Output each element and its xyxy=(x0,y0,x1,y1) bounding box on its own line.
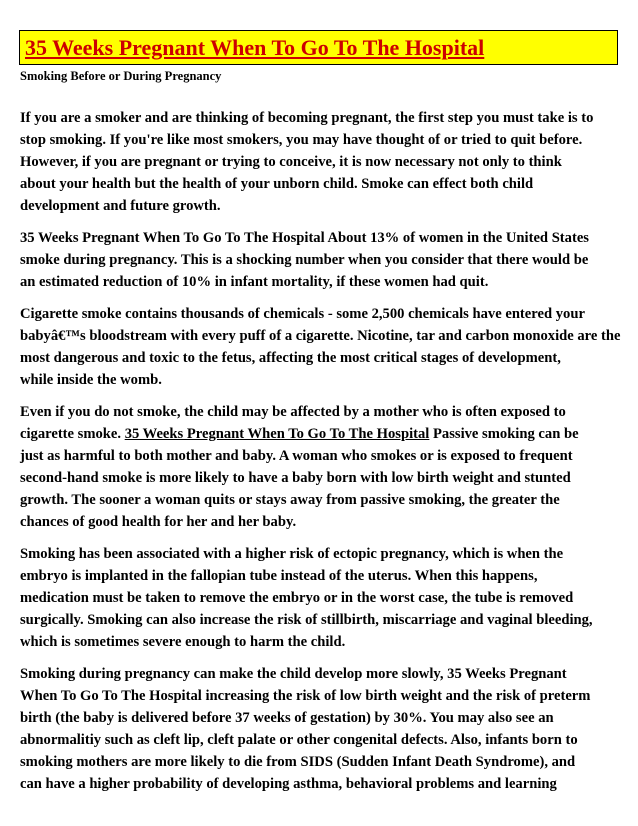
title-banner xyxy=(19,30,618,65)
inline-title-link[interactable]: 35 Weeks Pregnant When To Go To The Hospital xyxy=(124,426,430,442)
text-line: 35 Weeks Pregnant When To Go To The Hospital About 13% of women in the United States xyxy=(20,230,589,246)
body-text xyxy=(20,107,638,805)
text-line: an estimated reduction of 10% in infant mortality, if these women had quit. xyxy=(20,274,489,290)
text-line: abnormalitiy such as cleft lip, cleft palate or other congenital defects. Also, infants born to xyxy=(20,732,578,748)
text-line: Smoking during pregnancy can make the child develop more slowly, 35 Weeks Pregnant xyxy=(20,666,567,682)
paragraph-6 xyxy=(20,663,638,795)
text-line: can have a higher probability of developing asthma, behavioral problems and learning xyxy=(20,776,557,792)
paragraph-1 xyxy=(20,107,638,217)
text-line: chances of good health for her and her baby. xyxy=(20,514,297,530)
paragraph-2 xyxy=(20,227,638,293)
text-line: If you are a smoker and are thinking of becoming pregnant, the first step you must take is to xyxy=(20,110,594,126)
text-line: while inside the womb. xyxy=(20,372,162,388)
title-link[interactable]: 35 Weeks Pregnant When To Go To The Hospital xyxy=(25,35,485,60)
text-line: surgically. Smoking can also increase the risk of stillbirth, miscarriage and vaginal bleeding, xyxy=(20,612,593,628)
text-line: When To Go To The Hospital increasing the risk of low birth weight and the risk of preterm xyxy=(20,688,591,704)
subtitle: Smoking Before or During Pregnancy xyxy=(20,69,222,83)
text-fragment: cigarette smoke. xyxy=(20,426,125,442)
text-line: most dangerous and toxic to the fetus, affecting the most critical stages of development, xyxy=(20,350,561,366)
paragraph-5 xyxy=(20,543,638,653)
paragraph-3 xyxy=(20,303,638,391)
paragraph-4 xyxy=(20,401,638,533)
text-line: Even if you do not smoke, the child may be affected by a mother who is often exposed to xyxy=(20,404,566,420)
text-line: growth. The sooner a woman quits or stays away from passive smoking, the greater the xyxy=(20,492,560,508)
text-line: medication must be taken to remove the embryo or in the worst case, the tube is removed xyxy=(20,590,574,606)
text-line-with-link xyxy=(20,423,638,445)
text-line: stop smoking. If you're like most smokers, you may have thought of or tried to quit before. xyxy=(20,132,583,148)
text-line: However, if you are pregnant or trying to conceive, it is now necessary not only to think xyxy=(20,154,562,170)
text-line: about your health but the health of your unborn child. Smoke can effect both child xyxy=(20,176,534,192)
text-line: which is sometimes severe enough to harm the child. xyxy=(20,634,346,650)
text-line: embryo is implanted in the fallopian tube instead of the uterus. When this happens, xyxy=(20,568,538,584)
text-line: smoking mothers are more likely to die from SIDS (Sudden Infant Death Syndrome), and xyxy=(20,754,576,770)
text-line: babyâ€™s bloodstream with every puff of a cigarette. Nicotine, tar and carbon monoxide are the xyxy=(20,328,621,344)
text-fragment: Passive smoking can be xyxy=(429,426,579,442)
text-line: Smoking has been associated with a higher risk of ectopic pregnancy, which is when the xyxy=(20,546,564,562)
text-line: smoke during pregnancy. This is a shocking number when you consider that there would be xyxy=(20,252,589,268)
text-line: second-hand smoke is more likely to have a baby born with low birth weight and stunted xyxy=(20,470,571,486)
text-line: Cigarette smoke contains thousands of chemicals - some 2,500 chemicals have entered your xyxy=(20,306,585,322)
text-line: birth (the baby is delivered before 37 weeks of gestation) by 30%. You may also see an xyxy=(20,710,554,726)
text-line: development and future growth. xyxy=(20,198,221,214)
text-line: just as harmful to both mother and baby. A woman who smokes or is exposed to frequent xyxy=(20,448,573,464)
